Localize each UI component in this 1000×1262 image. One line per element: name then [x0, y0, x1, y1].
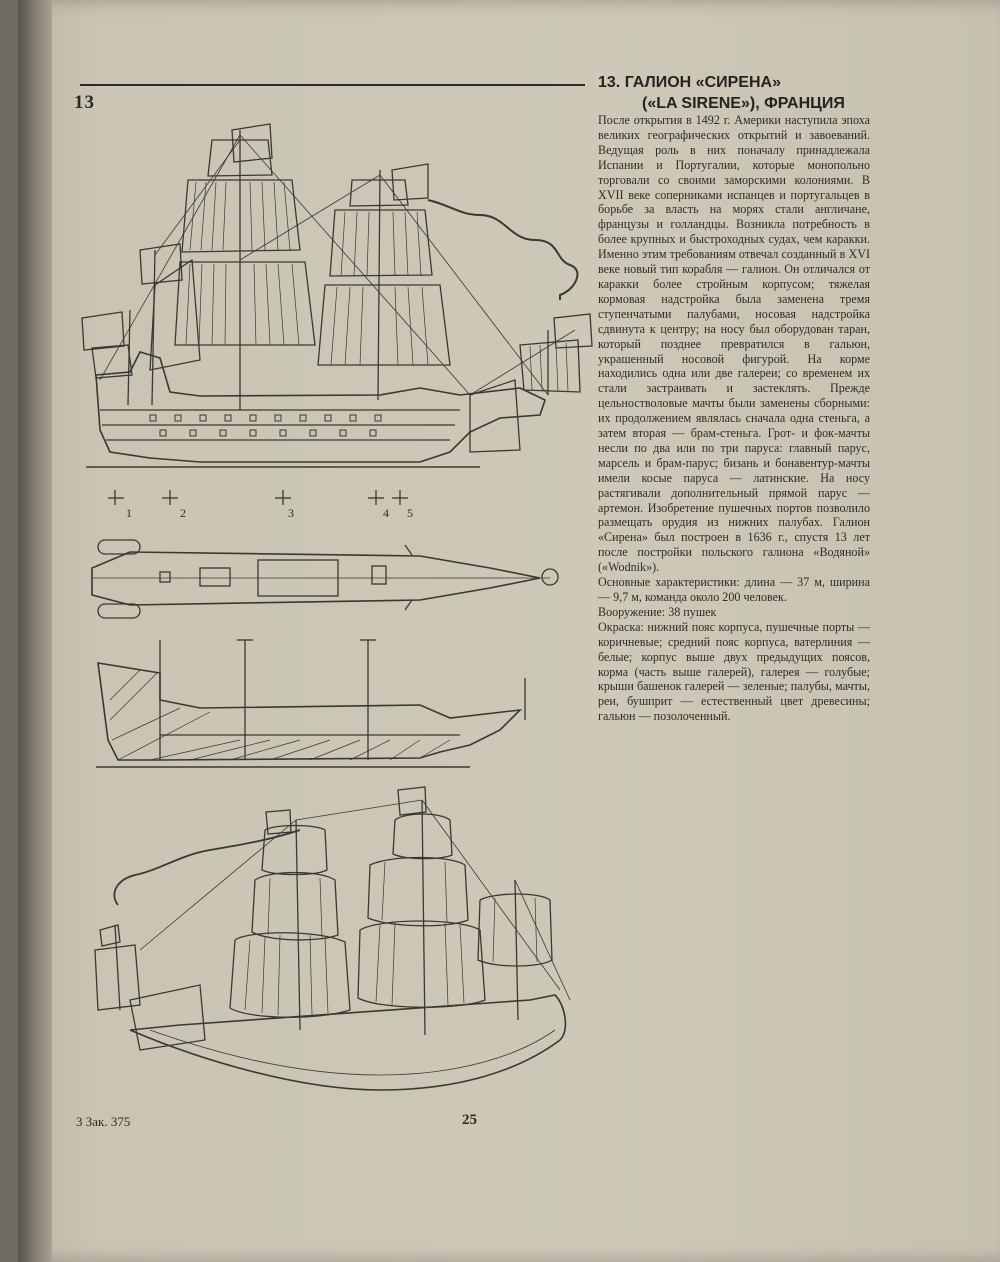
- perspective-view-drawing: [95, 787, 570, 1090]
- mast-mark-2: 2: [180, 506, 186, 520]
- plate-number: 13: [74, 92, 95, 113]
- deck-plan-drawing: [92, 540, 558, 618]
- page-number: 25: [462, 1112, 477, 1128]
- title-line-1: 13. ГАЛИОН «СИРЕНА»: [598, 74, 781, 91]
- paragraph-paint: Окраска: нижний пояс корпуса, пушечные порты — коричневые; средний пояс корпуса, ватерлиния — белые; корпус выше двух предыдущих поясов, корма (часть выше галерей), галерея — голубые; крыши башенок галерей — зеленые; палубы, мачты, реи, бушприт — естественный цвет древесины; гальюн — позолоченный.: [598, 619, 870, 724]
- mast-position-marks: [108, 490, 408, 505]
- mast-mark-1: 1: [126, 506, 132, 520]
- paragraph-armament: Вооружение: 38 пушек: [598, 604, 717, 619]
- paragraph-specs: Основные характеристики: длина — 37 м, ширина — 9,7 м, команда около 200 человек.: [598, 575, 870, 604]
- section-drawing: [96, 640, 525, 767]
- print-order-note: 3 Зак. 375: [76, 1114, 131, 1129]
- side-view-drawing: [82, 124, 592, 467]
- mast-mark-4: 4: [383, 506, 389, 520]
- title-line-2: («LA SIRENE»), ФРАНЦИЯ: [642, 95, 845, 112]
- mast-mark-3: 3: [288, 506, 294, 520]
- mast-mark-5: 5: [407, 506, 413, 520]
- paragraph-history: После открытия в 1492 г. Америки наступила эпоха великих географических открытий и завоеваний. Ведущая роль в них поначалу принадлежала Испании и Португалии, которые монопольно торговали со своими заморскими колониями. В XVII веке соперниками испанцев и португальцев в борьбе за власть на морях стали англичане, французы и голландцы. Возникла потребность в более крупных и быстроходных судах, чем каракки. Именно этим требованиям отвечал созданный в XVI веке новый тип корабля — галион. Он отличался от каракки более стройным корпусом; тяжелая кормовая надстройка была заменена тремя ступенчатыми палубами, носовая надстройка сдвинута к центру; на носу был оборудован таран, который позднее превратился в гальюн, украшенный носовой фигурой. На корме находились одна или две галереи; со временем их стали застраивать и застеклять. Прежде цельностволовые мачты были заменены сборными: их продолжением являлась сначала одна стеньга, а затем вторая — брам-стеньга. Грот- и фок-мачты несли по два или по три паруса: главный парус, марсель и брам-парус; бизань и бонавентур-мачты имели косые паруса — латинские. На носу растягивали дополнительный прямой парус — артемон. Изобретение пушечных портов позволило размещать орудия из нижних палубах. Галион «Сирена» был построен в 1636 г., спустя 13 лет после постройки польского галиона «Водяной» («Wodnik»).: [598, 113, 870, 575]
- mast-mark-labels: [126, 506, 413, 520]
